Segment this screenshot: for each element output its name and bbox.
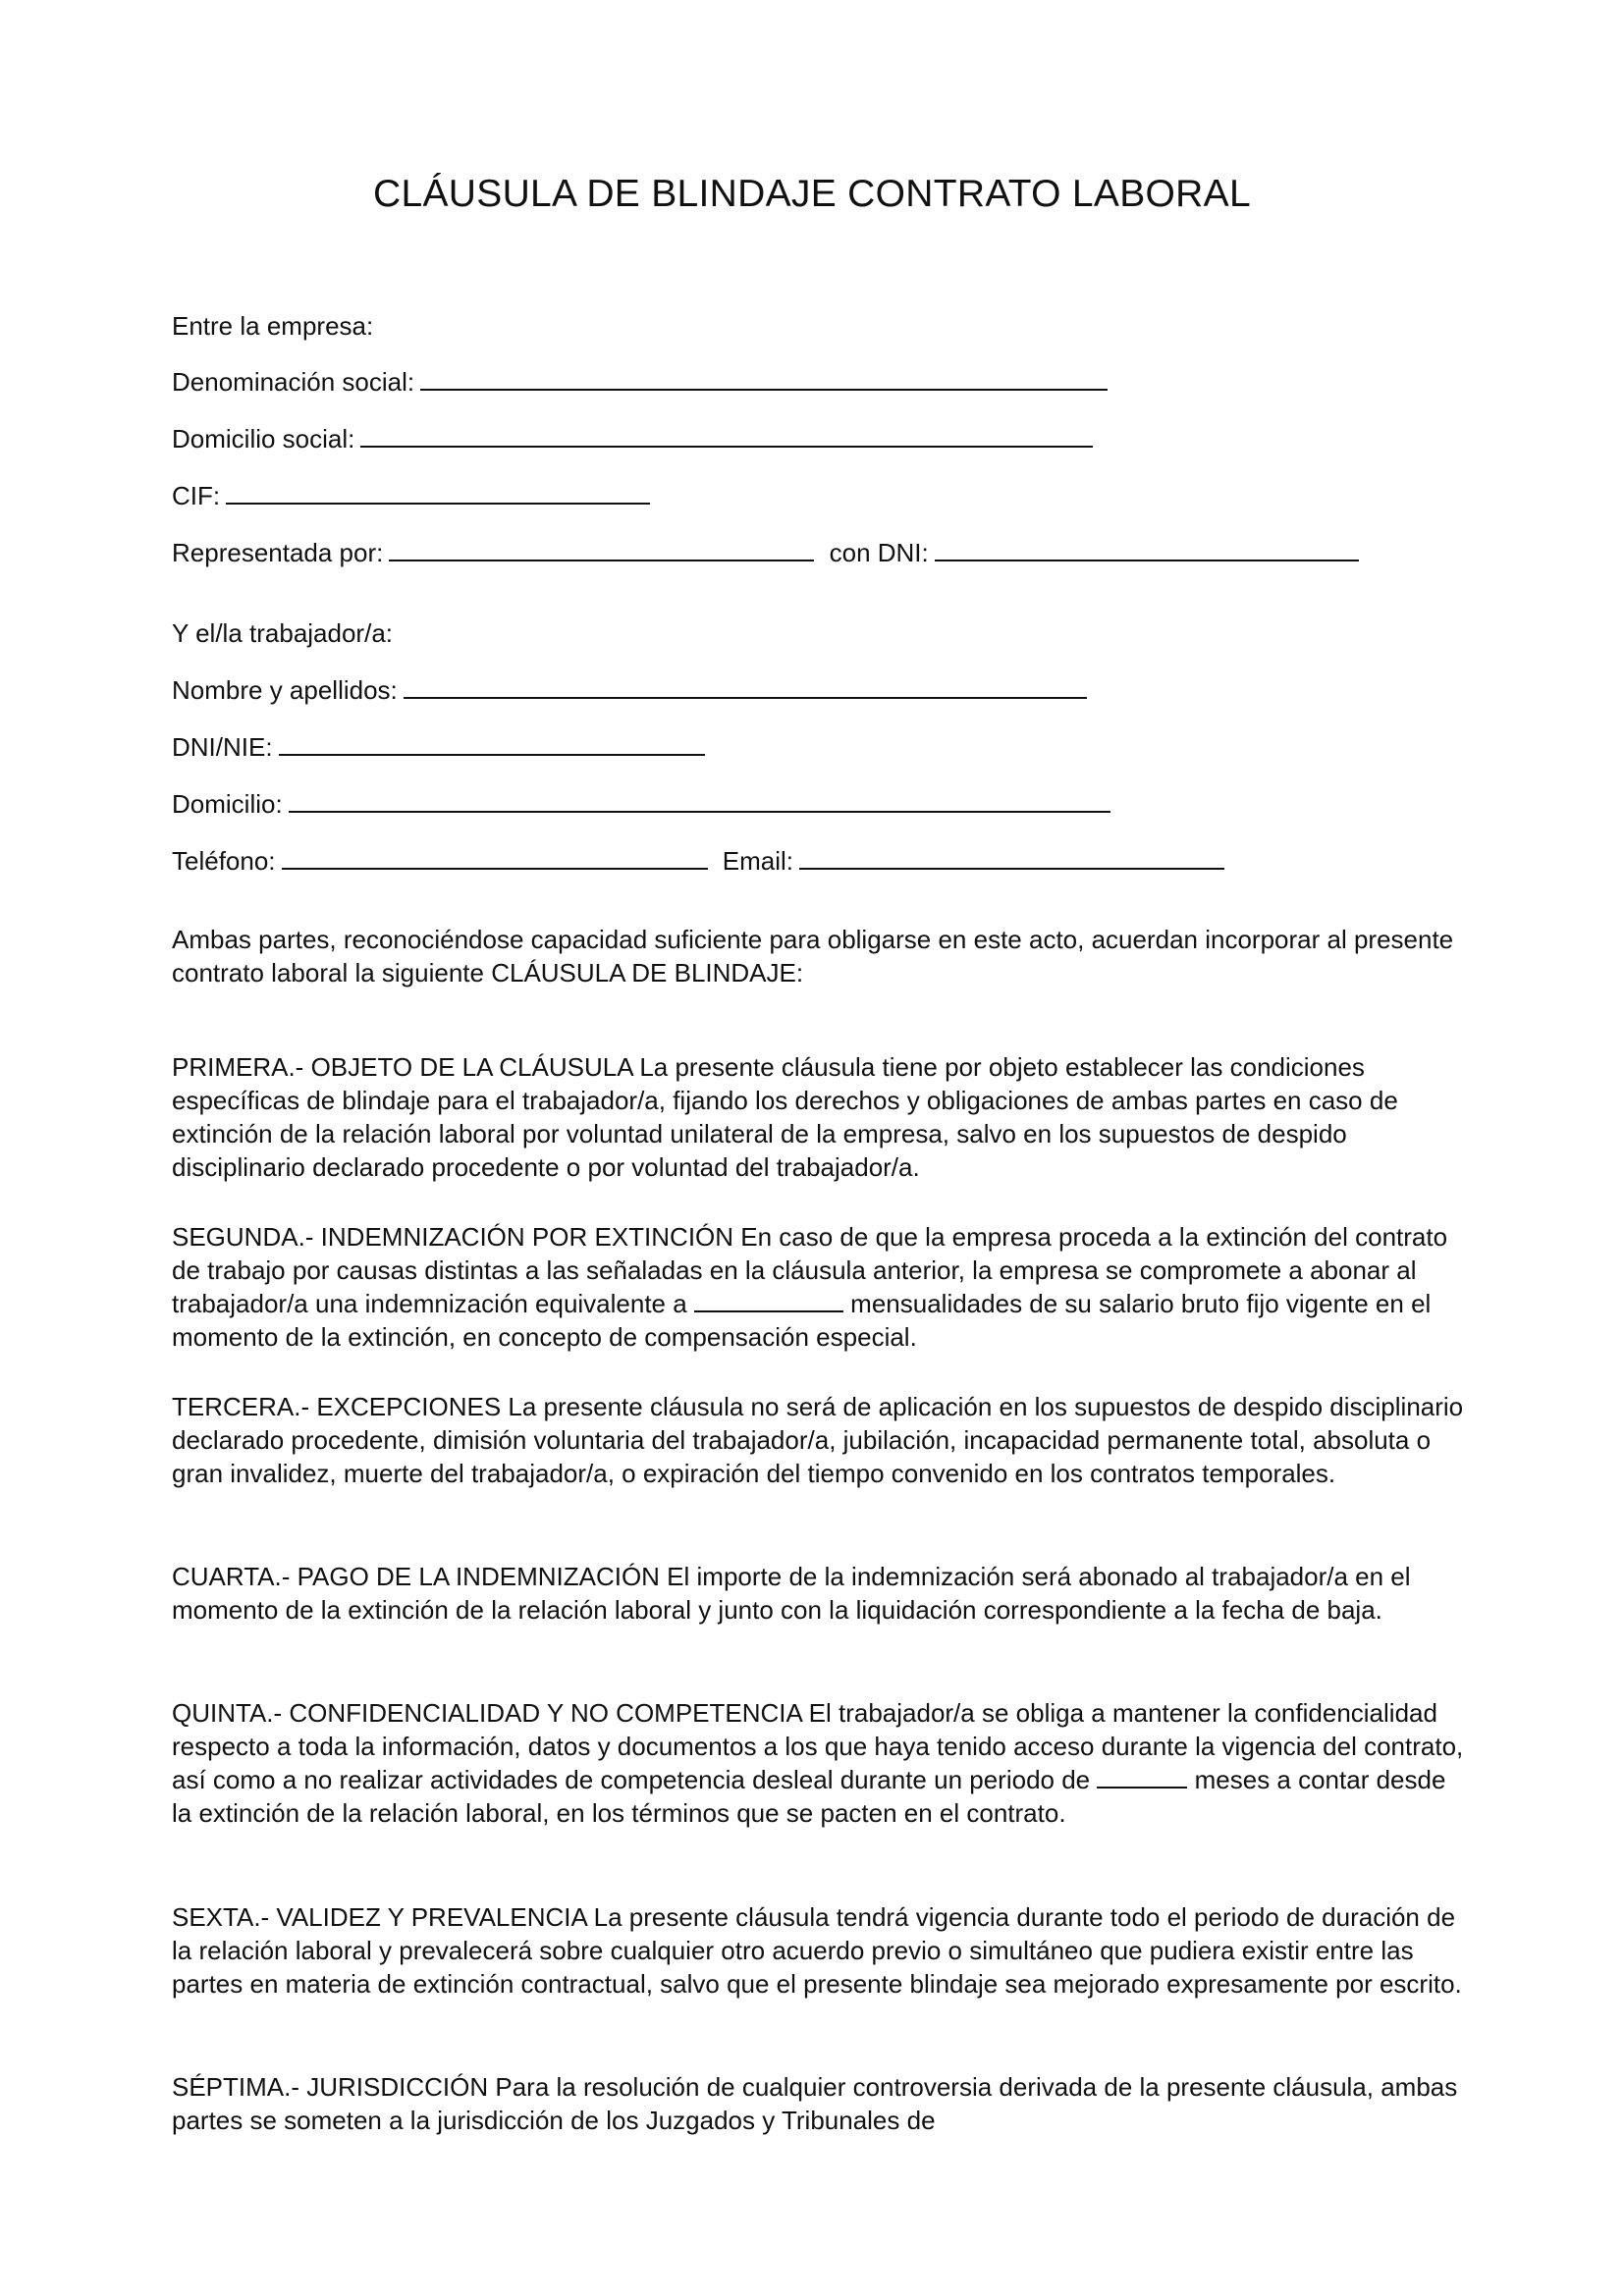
email-label: Email: xyxy=(722,846,794,876)
con-dni-blank[interactable] xyxy=(935,536,1359,561)
telefono-email-row xyxy=(172,844,1224,878)
denominacion-label: Denominación social: xyxy=(172,367,415,397)
telefono-blank[interactable] xyxy=(282,844,708,870)
clause-segunda-text-a: SEGUNDA.- INDEMNIZACIÓN POR EXTINCIÓN En caso de que la empresa proceda a la extinción del contrato de trabajo por causas distintas a las señaladas en la cláusula anterior, la empresa se compromete a abonar al trabajador/a una indemnización equivalente a xyxy=(172,1222,1448,1318)
clause-septima: SÉPTIMA.- JURISDICCIÓN Para la resolución de cualquier controversia derivada de la presente cláusula, ambas partes se someten a la jurisdicción de los Juzgados y Tribunales de xyxy=(172,2072,1458,2135)
clause-primera: PRIMERA.- OBJETO DE LA CLÁUSULA La presente cláusula tiene por objeto establecer las condiciones específicas de blindaje para el trabajador/a, fijando los derechos y obligaciones de ambas partes en caso de extinción de la relación laboral por voluntad unilateral de la empresa, salvo en los supuestos de despido disciplinario declarado procedente o por voluntad del trabajador/a. xyxy=(172,1052,1398,1182)
cif-row xyxy=(172,479,650,512)
domicilio-label: Domicilio: xyxy=(172,789,283,819)
cif-label: CIF: xyxy=(172,481,221,510)
nombre-row xyxy=(172,673,1087,707)
quinta-meses-blank[interactable] xyxy=(1097,1765,1187,1789)
domicilio-social-blank[interactable] xyxy=(360,422,1093,448)
representada-label: Representada por: xyxy=(172,538,384,567)
dni-nie-blank[interactable] xyxy=(279,730,705,756)
representada-row xyxy=(172,536,1359,569)
segunda-mensualidades-blank[interactable] xyxy=(694,1289,843,1312)
clause-sexta: SEXTA.- VALIDEZ Y PREVALENCIA La presente cláusula tendrá vigencia durante todo el periodo de duración de la relación laboral y prevalecerá sobre cualquier otro acuerdo previo o simultáneo que pudiera existir entre las partes en materia de extinción contractual, salvo que el presente blindaje sea mejorado expresamente por escrito. xyxy=(172,1902,1462,1999)
nombre-label: Nombre y apellidos: xyxy=(172,675,398,705)
worker-intro: Y el/la trabajador/a: xyxy=(172,618,393,648)
clause-quinta-text-a: QUINTA.- CONFIDENCIALIDAD Y NO COMPETENCIA El trabajador/a se obliga a mantener la confidencialidad respecto a toda la información, datos y documentos a los que haya tenido acceso durante la vigencia del contrato, así como a no realizar actividades de competencia desleal durante un periodo de xyxy=(172,1698,1464,1794)
domicilio-social-row xyxy=(172,422,1093,455)
clause-tercera: TERCERA.- EXCEPCIONES La presente cláusula no será de aplicación en los supuestos de despido disciplinario declarado procedente, dimisión voluntaria del trabajador/a, jubilación, incapacidad permanente total, absoluta o gran invalidez, muerte del trabajador/a, o expiración del tiempo convenido en los contratos temporales. xyxy=(172,1392,1464,1488)
clause-segunda xyxy=(172,1220,1468,1354)
telefono-label: Teléfono: xyxy=(172,846,276,876)
denominacion-row xyxy=(172,365,1108,399)
denominacion-blank[interactable] xyxy=(420,365,1108,391)
clause-quinta-text-b: meses a contar desde la extinción de la relación laboral, en los términos que se pacten en el contrato. xyxy=(172,1765,1446,1828)
nombre-blank[interactable] xyxy=(404,673,1087,699)
representada-blank[interactable] xyxy=(389,536,814,561)
domicilio-row xyxy=(172,787,1110,821)
dni-nie-label: DNI/NIE: xyxy=(172,732,273,762)
domicilio-blank[interactable] xyxy=(289,787,1110,813)
company-intro: Entre la empresa: xyxy=(172,311,374,341)
email-blank[interactable] xyxy=(799,844,1224,870)
dni-nie-row xyxy=(172,730,705,764)
clause-quinta xyxy=(172,1696,1468,1830)
con-dni-label: con DNI: xyxy=(829,538,929,567)
clause-cuarta: CUARTA.- PAGO DE LA INDEMNIZACIÓN El importe de la indemnización será abonado al trabajador/a en el momento de la extinción de la relación laboral y junto con la liquidación correspondiente a la fecha de baja. xyxy=(172,1562,1411,1625)
domicilio-social-label: Domicilio social: xyxy=(172,424,355,454)
document-title: CLÁUSULA DE BLINDAJE CONTRATO LABORAL xyxy=(373,173,1251,215)
clause-segunda-text-b: mensualidades de su salario bruto fijo vigente en el momento de la extinción, en concepto de compensación especial. xyxy=(172,1289,1432,1352)
cif-blank[interactable] xyxy=(226,479,650,505)
intro-paragraph: Ambas partes, reconociéndose capacidad suficiente para obligarse en este acto, acuerdan incorporar al presente contrato laboral la siguiente CLÁUSULA DE BLINDAJE: xyxy=(172,925,1454,988)
